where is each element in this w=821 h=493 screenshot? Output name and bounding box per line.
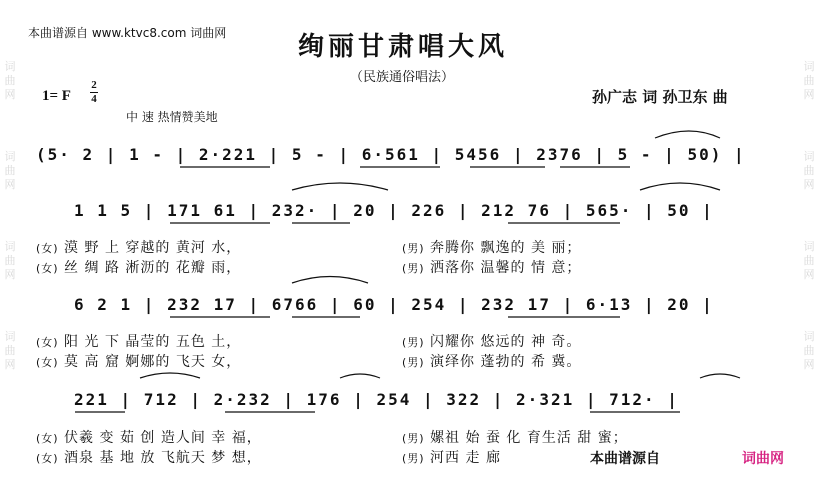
meter-bottom: 4 — [91, 93, 97, 105]
lyric-text: 酒泉 基 地 放 飞航天 梦 想， — [64, 450, 262, 466]
song-title: 绚丽甘肃唱大风 — [298, 32, 509, 62]
slur-mark — [292, 183, 388, 190]
voice-tag: (男) — [402, 356, 425, 369]
lyric-line-4 — [36, 351, 241, 371]
slur-mark — [140, 373, 200, 378]
lyric-text: 奔腾你 飘逸的 美 丽； — [430, 240, 582, 256]
notation-row-1: (5· 2 | 1 - | 2·221 | 5 - | 6·561 | 5456 | 2376 | 5 - | 50) | — [36, 145, 746, 164]
voice-tag: (男) — [402, 336, 425, 349]
lyric-line-2-right — [402, 257, 581, 277]
slur-mark — [340, 374, 380, 378]
site-note: 本曲谱源自 www.ktvc8.com 词曲网 — [28, 26, 227, 40]
lyric-text: 莫 高 窟 婀娜的 飞天 女， — [64, 354, 242, 370]
voice-tag: (男) — [402, 262, 425, 275]
song-subtitle: （民族通俗唱法） — [350, 70, 455, 85]
source-logo: 本曲谱源自 — [590, 451, 660, 467]
lyric-line-1 — [36, 237, 241, 257]
side-watermark-left-2: 词曲网 — [4, 150, 16, 191]
lyric-text: 阳 光 下 晶莹的 五色 土， — [64, 334, 242, 350]
side-watermark-left-3: 词曲网 — [4, 240, 16, 281]
lyric-text: 丝 绸 路 淅沥的 花瓣 雨， — [64, 260, 242, 276]
lyric-text: 伏羲 变 茹 创 造人间 幸 福， — [64, 430, 262, 446]
side-watermark-left: 词曲网 — [4, 60, 16, 101]
side-watermark-right: 词曲网 — [803, 60, 815, 101]
voice-tag: (女) — [36, 452, 59, 465]
lyric-line-3-right — [402, 331, 581, 351]
side-watermark-right-2: 词曲网 — [803, 150, 815, 191]
lyric-line-3 — [36, 331, 241, 351]
notation-row-2: 1 1 5 | 171 61 | 232· | 20 | 226 | 212 76 | 565· | 50 | — [74, 201, 714, 220]
lyric-text: 嫘祖 始 蚕 化 育生活 甜 蜜； — [430, 430, 628, 446]
voice-tag: (女) — [36, 432, 59, 445]
composer-credits: 孙广志 词 孙卫东 曲 — [592, 88, 728, 106]
voice-tag: (男) — [402, 242, 425, 255]
lyric-line-6-right — [402, 447, 501, 467]
side-watermark-right-4: 词曲网 — [803, 330, 815, 371]
lyric-text: 洒落你 温馨的 情 意； — [430, 260, 582, 276]
lyric-line-2 — [36, 257, 241, 277]
slur-mark — [640, 183, 720, 190]
voice-tag: (女) — [36, 242, 59, 255]
lyric-text: 演绎你 蓬勃的 希 冀。 — [430, 354, 582, 370]
voice-tag: (女) — [36, 336, 59, 349]
lyric-line-1-right — [402, 237, 581, 257]
lyric-text: 漠 野 上 穿越的 黄河 水， — [64, 240, 242, 256]
voice-tag: (男) — [402, 432, 425, 445]
side-watermark-left-4: 词曲网 — [4, 330, 16, 371]
net-logo: 词曲网 — [742, 451, 784, 467]
lyric-line-6 — [36, 447, 262, 467]
voice-tag: (女) — [36, 262, 59, 275]
side-watermark-right-3: 词曲网 — [803, 240, 815, 281]
meter-top: 2 — [91, 79, 97, 91]
lyric-text: 河西 走 廊 — [430, 450, 501, 466]
key-signature: 1= F — [42, 88, 71, 104]
lyric-text: 闪耀你 悠远的 神 奇。 — [430, 334, 582, 350]
lyric-line-4-right — [402, 351, 581, 371]
slur-mark — [655, 131, 720, 138]
notation-row-4: 221 | 712 | 2·232 | 176 | 254 | 322 | 2·321 | 712· | — [74, 390, 679, 409]
notation-row-3: 6 2 1 | 232 17 | 6766 | 60 | 254 | 232 17 | 6·13 | 20 | — [74, 295, 714, 314]
tempo-marking: 中 速 热情赞美地 — [126, 110, 218, 124]
slur-mark — [292, 277, 368, 284]
voice-tag: (女) — [36, 356, 59, 369]
voice-tag: (男) — [402, 452, 425, 465]
slur-mark — [700, 374, 740, 378]
lyric-line-5 — [36, 427, 262, 447]
lyric-line-5-right — [402, 427, 628, 447]
